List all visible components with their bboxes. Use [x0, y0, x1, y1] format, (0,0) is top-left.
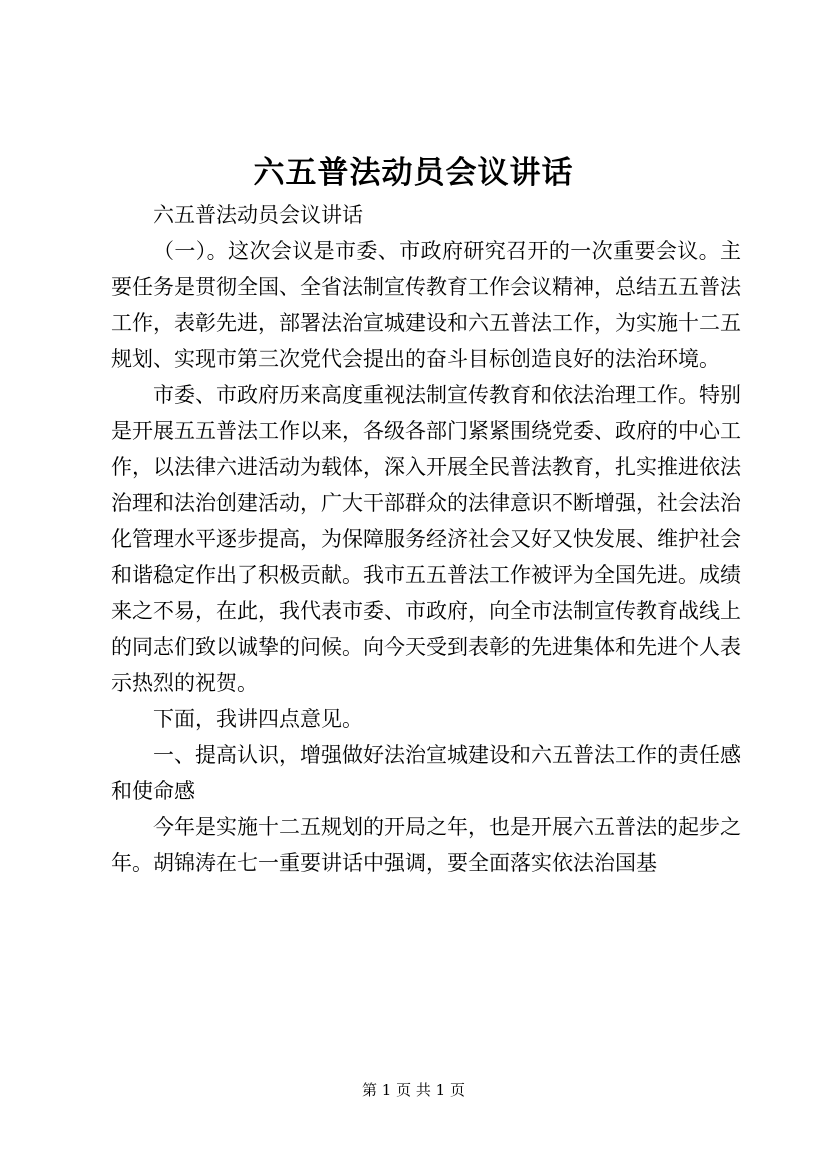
- paragraph: （一）。这次会议是市委、市政府研究召开的一次重要会议。主要任务是贯彻全国、全省法制宣传教育工作会议精神，总结五五普法工作，表彰先进，部署法治宣城建设和六五普法工作，为实施十二五规划、实现市第三次党代会提出的奋斗目标创造良好的法治环境。: [111, 239, 741, 371]
- page-footer: 第 1 页 共 1 页: [362, 1081, 465, 1099]
- document-body: [111, 197, 741, 881]
- paragraph-subtitle: 六五普法动员会议讲话: [153, 203, 363, 227]
- document-title: 六五普法动员会议讲话: [253, 155, 574, 191]
- paragraph: 市委、市政府历来高度重视法制宣传教育和依法治理工作。特别是开展五五普法工作以来，各级各部门紧紧围绕党委、政府的中心工作，以法律六进活动为载体，深入开展全民普法教育，扎实推进依法治理和法治创建活动，广大干部群众的法律意识不断增强，社会法治化管理水平逐步提高，为保障服务经济社会又好又快发展、维护社会和谐稳定作出了积极贡献。我市五五普法工作被评为全国先进。成绩来之不易，在此，我代表市委、市政府，向全市法制宣传教育战线上的同志们致以诚挚的问候。向今天受到表彰的先进集体和先进个人表示热烈的祝贺。: [111, 383, 741, 695]
- section-heading: 一、提高认识，增强做好法治宣城建设和六五普法工作的责任感和使命感: [111, 743, 741, 803]
- paragraph: 今年是实施十二五规划的开局之年，也是开展六五普法的起步之年。胡锦涛在七一重要讲话中强调，要全面落实依法治国基: [111, 815, 741, 875]
- paragraph: 下面，我讲四点意见。: [153, 707, 363, 731]
